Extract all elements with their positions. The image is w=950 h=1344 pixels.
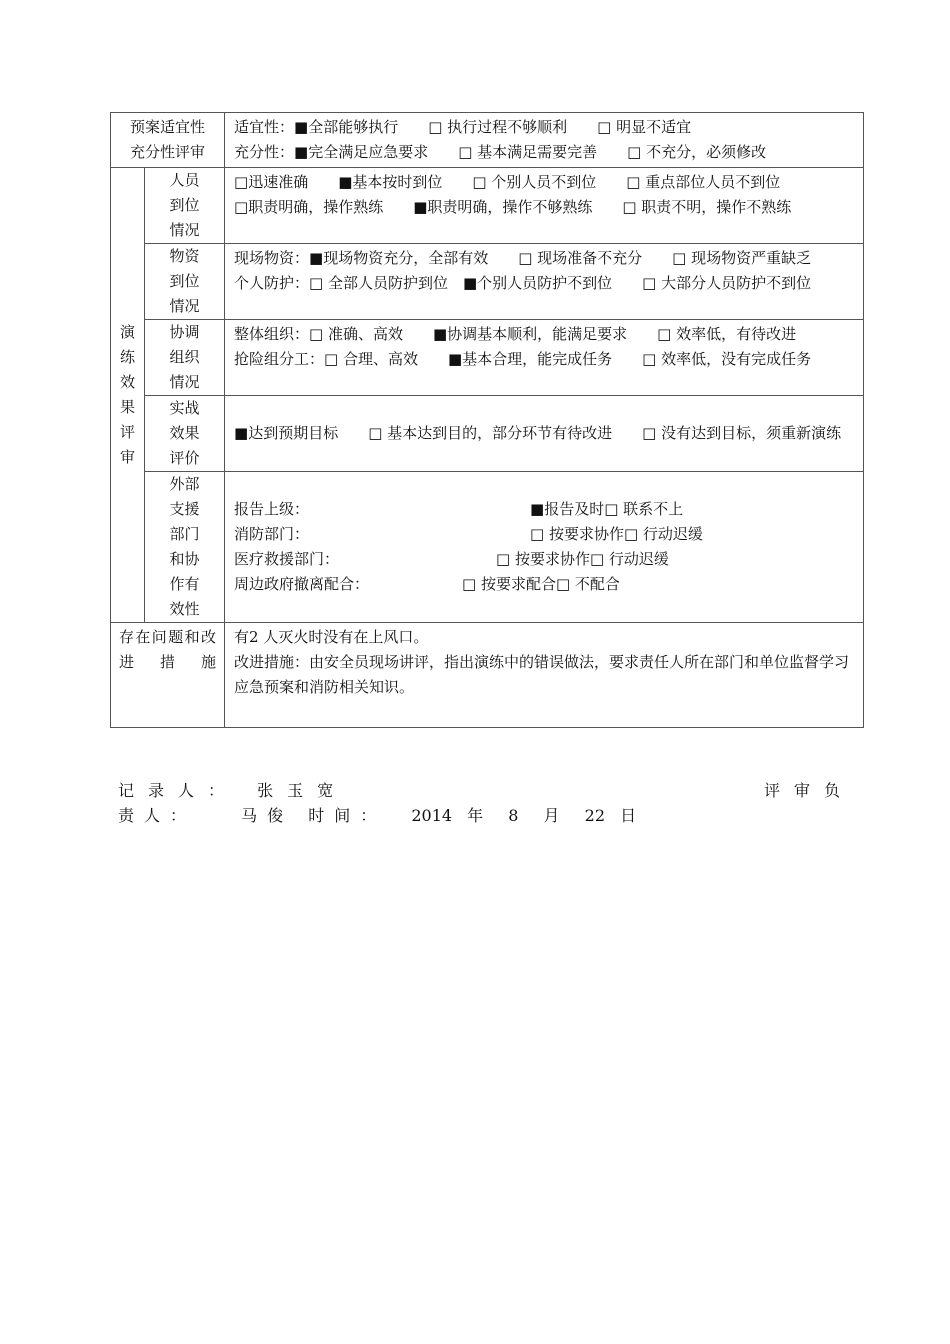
issues-label: 存在问题和改进措施 bbox=[119, 628, 217, 671]
footer-row2 bbox=[118, 803, 854, 828]
coordination-label-cell bbox=[145, 320, 225, 396]
personnel-label-cell bbox=[145, 168, 225, 244]
footer-row1 bbox=[118, 778, 854, 803]
external-item bbox=[234, 547, 855, 572]
recorder-label: 记录人： bbox=[118, 781, 239, 800]
materials-line1: 现场物资：■现场物资充分，全部有效 □ 现场准备不充分 □ 现场物资严重缺乏 bbox=[234, 249, 812, 267]
external-label-cell bbox=[145, 472, 225, 623]
suitability-content bbox=[225, 113, 864, 168]
external-item-options: □ 按要求配合□ 不配合 bbox=[462, 575, 620, 593]
materials-label-cell bbox=[145, 244, 225, 320]
personnel-line2: □职责明确，操作熟练 ■职责明确，操作不够熟练 □ 职责不明，操作不熟练 bbox=[234, 198, 792, 216]
row-suitability bbox=[111, 113, 864, 168]
external-item bbox=[234, 497, 855, 522]
adequacy-line: 充分性：■完全满足应急要求 □ 基本满足需要完善 □ 不充分，必须修改 bbox=[234, 143, 767, 161]
suitability-label bbox=[111, 113, 225, 168]
coordination-line1: 整体组织：□ 准确、高效 ■协调基本顺利，能满足要求 □ 效率低，有待改进 bbox=[234, 325, 797, 343]
category-cell bbox=[111, 168, 145, 623]
row-materials bbox=[111, 244, 864, 320]
day: 22 bbox=[584, 806, 605, 825]
actual-label: 实战效果评价 bbox=[169, 399, 200, 467]
time-label: 时间： bbox=[308, 806, 387, 825]
external-content bbox=[225, 472, 864, 623]
personnel-line1: □迅速准确 ■基本按时到位 □ 个别人员不到位 □ 重点部位人员不到位 bbox=[234, 173, 781, 191]
issues-label-cell bbox=[111, 623, 225, 728]
reviewer-label-part2: 责人： bbox=[118, 806, 197, 825]
issues-content bbox=[225, 623, 864, 728]
day-unit: 日 bbox=[620, 806, 647, 825]
issues-line1: 有2 人灭火时没有在上风口。 bbox=[234, 628, 429, 646]
actual-line1: ■达到预期目标 □ 基本达到目的，部分环节有待改进 □ 没有达到目标，须重新演练 bbox=[234, 424, 842, 442]
row-issues bbox=[111, 623, 864, 728]
external-item-name: 周边政府撤离配合： bbox=[234, 575, 370, 593]
row-actual bbox=[111, 396, 864, 472]
suitability-line: 适宜性：■全部能够执行 □ 执行过程不够顺利 □ 明显不适宜 bbox=[234, 118, 692, 136]
issues-line2: 改进措施：由安全员现场讲评，指出演练中的错误做法，要求责任人所在部门和单位监督学习应急预案和消防相关知识。 bbox=[234, 653, 850, 696]
coordination-line2: 抢险组分工：□ 合理、高效 ■基本合理，能完成任务 □ 效率低，没有完成任务 bbox=[234, 350, 812, 368]
external-item-options: ■报告及时□ 联系不上 bbox=[530, 500, 684, 518]
year: 2014 bbox=[411, 806, 453, 825]
recorder bbox=[118, 778, 347, 803]
materials-line2: 个人防护：□ 全部人员防护到位 ■个别人员防护不到位 □ 大部分人员防护不到位 bbox=[234, 274, 812, 292]
external-item-name: 消防部门： bbox=[234, 525, 310, 543]
evaluation-form bbox=[110, 112, 864, 728]
materials-label: 物资到位情况 bbox=[169, 247, 200, 315]
month: 8 bbox=[508, 806, 529, 825]
external-label: 外部支援部门和协作有效性 bbox=[169, 475, 200, 618]
external-item-name: 医疗救援部门： bbox=[234, 550, 340, 568]
materials-content bbox=[225, 244, 864, 320]
actual-content bbox=[225, 396, 864, 472]
external-item-options: □ 按要求协作□ 行动迟缓 bbox=[496, 550, 669, 568]
row-external bbox=[111, 472, 864, 623]
personnel-label: 人员到位情况 bbox=[169, 171, 200, 239]
category-label: 演练效果评审 bbox=[119, 323, 135, 466]
suitability-label-line2: 充分性评审 bbox=[130, 143, 206, 161]
recorder-name: 张玉宽 bbox=[257, 781, 348, 800]
external-item-name: 报告上级： bbox=[234, 500, 310, 518]
signature-footer bbox=[118, 778, 854, 828]
row-coordination bbox=[111, 320, 864, 396]
reviewer-name: 马俊 bbox=[241, 806, 294, 825]
month-unit: 月 bbox=[543, 806, 570, 825]
reviewer-label-part1: 评审负 bbox=[763, 781, 854, 800]
actual-label-cell bbox=[145, 396, 225, 472]
suitability-label-line1: 预案适宜性 bbox=[130, 118, 206, 136]
row-personnel bbox=[111, 168, 864, 244]
external-item bbox=[234, 572, 855, 597]
evaluation-table bbox=[110, 112, 864, 728]
year-unit: 年 bbox=[467, 806, 494, 825]
external-item bbox=[234, 522, 855, 547]
external-item-options: □ 按要求协作□ 行动迟缓 bbox=[530, 525, 703, 543]
personnel-content bbox=[225, 168, 864, 244]
coordination-content bbox=[225, 320, 864, 396]
coordination-label: 协调组织情况 bbox=[169, 323, 200, 391]
